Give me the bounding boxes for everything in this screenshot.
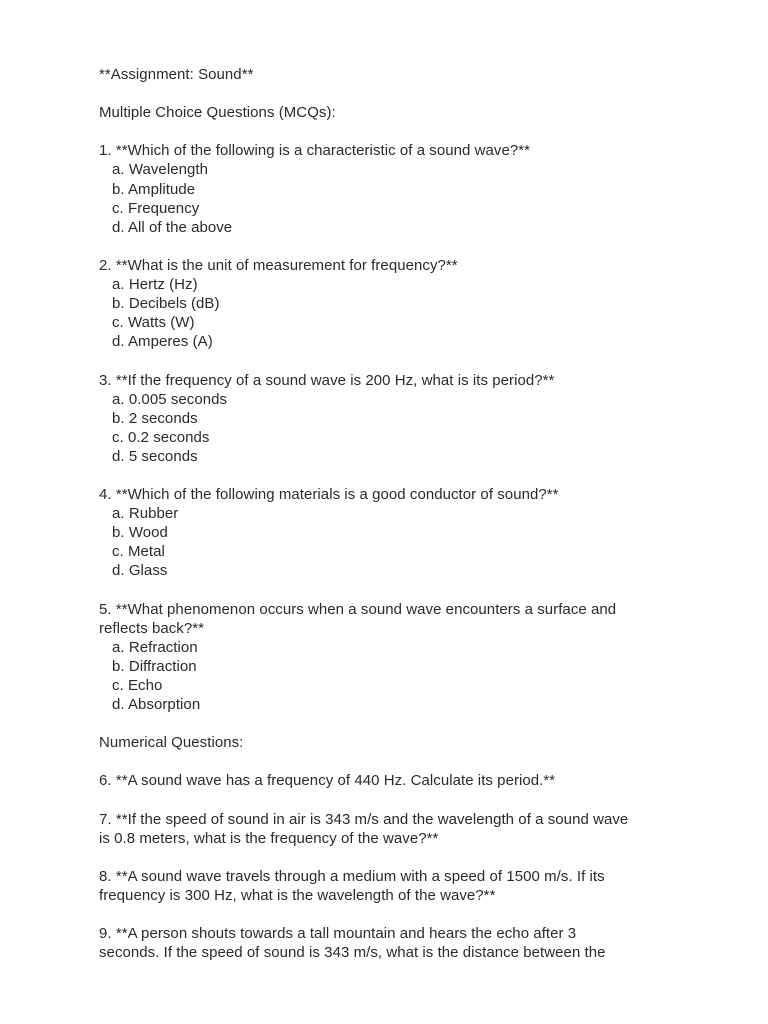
question-text: 3. **If the frequency of a sound wave is 200 Hz, what is its period?** <box>99 371 555 389</box>
answer-option: a. Refraction <box>112 638 198 656</box>
answer-option: b. Amplitude <box>112 180 196 198</box>
spacer <box>99 84 689 103</box>
question-text: reflects back?** <box>99 619 205 637</box>
spacer <box>99 581 689 600</box>
question-text: seconds. If the speed of sound is 343 m/s, what is the distance between the <box>99 944 606 962</box>
question-text: 9. **A person shouts towards a tall mountain and hears the echo after 3 <box>99 925 577 943</box>
mcq-question <box>99 371 689 486</box>
answer-option: c. Echo <box>112 677 163 694</box>
numerical-question <box>99 867 689 924</box>
spacer <box>99 848 689 867</box>
answer-option: c. Watts (W) <box>112 314 195 332</box>
spacer <box>99 905 689 924</box>
answer-option: d. Glass <box>112 562 168 580</box>
answer-option: a. Hertz (Hz) <box>112 276 198 294</box>
answer-option: d. Amperes (A) <box>112 333 213 351</box>
mcq-question <box>99 600 689 734</box>
answer-option: b. Wood <box>112 524 168 542</box>
spacer <box>99 237 689 256</box>
document-title: **Assignment: Sound** <box>99 66 254 83</box>
question-text: frequency is 300 Hz, what is the wavelength of the wave?** <box>99 887 496 905</box>
question-text: 7. **If the speed of sound in air is 343 m/s and the wavelength of a sound wave <box>99 810 629 828</box>
answer-option: d. Absorption <box>112 696 201 714</box>
numerical-question <box>99 771 689 809</box>
mcq-list <box>99 141 689 733</box>
spacer <box>99 791 689 810</box>
question-text: 5. **What phenomenon occurs when a sound wave encounters a surface and <box>99 600 617 618</box>
question-text: is 0.8 meters, what is the frequency of the wave?** <box>99 829 439 847</box>
answer-option: b. 2 seconds <box>112 409 198 427</box>
question-text: 6. **A sound wave has a frequency of 440 Hz. Calculate its period.** <box>99 772 556 790</box>
mcq-question <box>99 485 689 600</box>
answer-option: c. 0.2 seconds <box>112 428 210 446</box>
answer-option: a. Rubber <box>112 505 179 523</box>
numerical-section-heading: Numerical Questions: <box>99 734 244 752</box>
answer-option: c. Frequency <box>112 199 200 217</box>
mcq-section-heading: Multiple Choice Questions (MCQs): <box>99 104 336 122</box>
spacer <box>99 466 689 485</box>
question-text: 4. **Which of the following materials is a good conductor of sound?** <box>99 486 559 504</box>
answer-option: b. Decibels (dB) <box>112 295 220 313</box>
mcq-question <box>99 256 689 371</box>
numerical-question-list <box>99 771 689 962</box>
spacer <box>99 351 689 370</box>
spacer <box>99 714 689 733</box>
mcq-question <box>99 141 689 256</box>
answer-option: a. Wavelength <box>112 161 208 179</box>
question-text: 1. **Which of the following is a characteristic of a sound wave?** <box>99 142 531 160</box>
numerical-question <box>99 810 689 867</box>
numerical-question <box>99 924 689 962</box>
spacer <box>99 752 689 771</box>
answer-option: d. 5 seconds <box>112 447 198 465</box>
answer-option: b. Diffraction <box>112 657 197 675</box>
answer-option: c. Metal <box>112 543 165 561</box>
question-text: 8. **A sound wave travels through a medium with a speed of 1500 m/s. If its <box>99 867 605 885</box>
answer-option: d. All of the above <box>112 218 233 236</box>
document-page <box>99 65 689 962</box>
spacer <box>99 122 689 141</box>
answer-option: a. 0.005 seconds <box>112 390 228 408</box>
question-text: 2. **What is the unit of measurement for frequency?** <box>99 256 458 274</box>
